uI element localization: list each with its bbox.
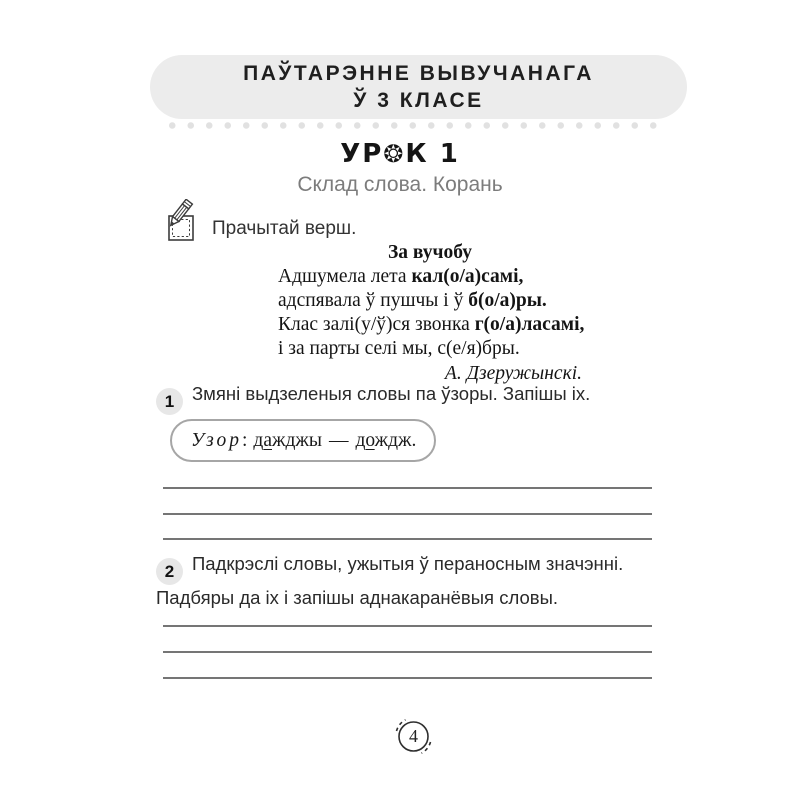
writing-line	[163, 538, 652, 540]
task-2-number-badge: 2	[156, 558, 183, 585]
sample-dash: —	[328, 429, 349, 451]
section-header-banner	[150, 55, 687, 119]
sample-pattern-box	[170, 419, 436, 462]
writing-line	[163, 677, 652, 679]
writing-line	[163, 513, 652, 515]
lesson-title	[0, 139, 800, 169]
task-1	[156, 381, 670, 415]
page-number: 4	[409, 726, 418, 746]
pencil-notepad-icon	[158, 199, 204, 250]
poem-highlight-2: б(о/а)ры.	[468, 290, 547, 311]
writing-line	[163, 625, 652, 627]
poem-highlight-3: г(о/а)ласамі,	[474, 314, 585, 335]
page-number-circle	[391, 714, 436, 759]
writing-line	[163, 651, 652, 653]
poem-line-1: Адшумела лета кал(о/а)самі,	[278, 266, 524, 287]
writing-line	[163, 487, 652, 489]
underlined-letter-a: а	[263, 429, 272, 451]
poem-line-4: і за парты селі мы, с(е/я)бры.	[278, 338, 520, 359]
lesson-subtitle: Склад слова. Корань	[297, 173, 503, 196]
underlined-letter-o: о	[365, 429, 375, 451]
section-header-line2: Ў 3 КЛАСЕ	[353, 89, 484, 112]
decorative-o-star-icon: ❂	[383, 140, 406, 168]
poem-line-3: Клас залі(у/ў)ся звонка г(о/а)ласамі,	[278, 314, 585, 335]
sample-word-2: дождж.	[355, 429, 417, 451]
lesson-title-pre: УР	[340, 139, 384, 169]
task-2-text: Падкрэслі словы, ужытыя ў пераносным значэнні. Падбяры да іх і запішы аднакаранёвыя словы.	[156, 553, 624, 608]
poem-highlight-1: кал(о/а)самі,	[411, 266, 524, 287]
poem-block	[278, 241, 585, 386]
task-2	[156, 551, 670, 611]
sample-label: Узор	[191, 429, 242, 451]
section-header-line1: ПАЎТАРЭННЕ ВЫВУЧАНАГА	[243, 62, 594, 85]
poem-author: А. Дзеружынскі.	[444, 363, 582, 384]
sample-colon: :	[242, 429, 248, 451]
task-1-text: Змяні выдзеленыя словы па ўзоры. Запішы іх.	[192, 383, 591, 404]
task-1-number-badge: 1	[156, 388, 183, 415]
poem-title: За вучобу	[387, 242, 473, 263]
dotted-divider	[163, 121, 660, 129]
poem-line-2: адспявала ў пушчы і ў б(о/а)ры.	[278, 290, 547, 311]
read-instruction-text: Прачытай верш.	[212, 217, 357, 239]
sample-word-1: дажджы	[253, 429, 322, 451]
lesson-title-post: К 1	[405, 139, 460, 169]
